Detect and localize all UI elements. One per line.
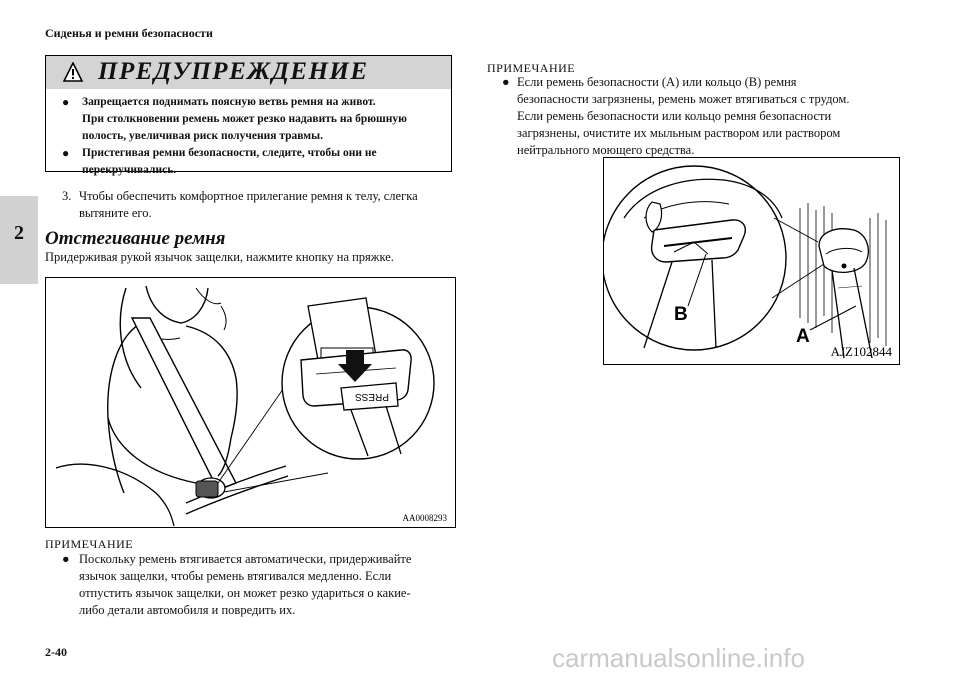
note-body	[517, 74, 912, 159]
bullet-icon: ●	[62, 552, 70, 566]
bullet-icon: ●	[62, 95, 70, 109]
warning-line: полость, увеличивая риск получения травмы.	[82, 130, 323, 142]
note-line: Если ремень безопасности или кольцо ремня безопасности	[517, 109, 832, 123]
step-line: вытяните его.	[79, 206, 152, 220]
note-body	[79, 551, 457, 619]
note-line: нейтрального моющего средства.	[517, 143, 695, 157]
section-title: Отстегивание ремня	[45, 228, 226, 249]
page-number: 2-40	[45, 645, 67, 659]
note-line: язычок защелки, чтобы ремень втягивался медленно. Если	[79, 569, 392, 583]
label-b: B	[674, 304, 688, 325]
warning-line: При столкновении ремень может резко надавить на брюшную	[82, 113, 407, 125]
unbuckle-illustration	[46, 278, 455, 527]
warning-header	[46, 56, 451, 89]
warning-triangle-icon	[63, 62, 83, 82]
chapter-number: 2	[14, 222, 24, 244]
warning-title: ПРЕДУПРЕЖДЕНИЕ	[98, 58, 369, 85]
step-number: 3.	[62, 189, 72, 203]
section-intro: Придерживая рукой язычок защелки, нажмите кнопку на пряжке.	[45, 250, 394, 264]
warning-line: перекручивались.	[82, 164, 177, 176]
note-line: отпустить язычок защелки, он может резко удариться о какие-	[79, 586, 411, 600]
watermark: carmanualsonline.info	[552, 643, 805, 673]
press-button-label: PRESS	[355, 391, 389, 402]
note-line: загрязнены, очистите их мыльным раствором или раствором	[517, 126, 841, 140]
figure-code: AJZ102844	[830, 344, 892, 359]
figure-belt-ring	[603, 157, 900, 365]
note-line: безопасности загрязнены, ремень может втягиваться с трудом.	[517, 92, 850, 106]
step-text	[79, 188, 454, 222]
warning-line: Запрещается поднимать поясную ветвь ремня на живот.	[82, 96, 376, 108]
note-heading: ПРИМЕЧАНИЕ	[487, 61, 576, 75]
warning-item	[60, 145, 448, 179]
belt-ring-illustration	[604, 158, 899, 364]
warning-list	[60, 94, 448, 179]
page-header: Сиденья и ремни безопасности	[45, 26, 213, 40]
warning-box	[45, 55, 452, 176]
note-line: Поскольку ремень втягивается автоматически, придерживайте	[79, 552, 412, 566]
note-line: Если ремень безопасности (A) или кольцо (B) ремня	[517, 75, 797, 89]
bullet-icon: ●	[502, 75, 510, 89]
step-line: Чтобы обеспечить комфортное прилегание ремня к телу, слегка	[79, 189, 418, 203]
figure-unbuckle	[45, 277, 456, 528]
note-line: либо детали автомобиля и повредить их.	[79, 603, 296, 617]
warning-item	[60, 94, 448, 145]
note-heading: ПРИМЕЧАНИЕ	[45, 537, 134, 551]
warning-line: Пристегивая ремни безопасности, следите, чтобы они не	[82, 147, 377, 159]
bullet-icon: ●	[62, 146, 70, 160]
figure-code: AA0008293	[402, 513, 447, 523]
label-a: A	[796, 326, 810, 347]
